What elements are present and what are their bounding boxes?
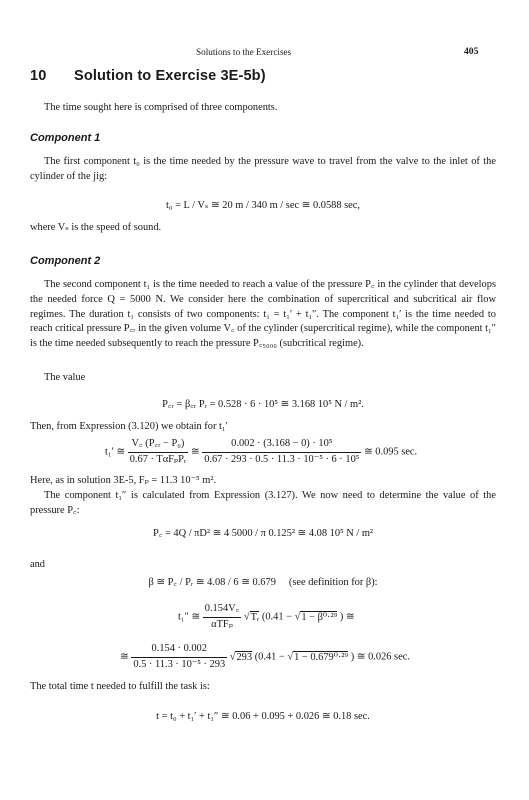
- eq-t1pp-sqrt: Tᵣ: [250, 611, 260, 623]
- component2-paragraph-2: The component t₁″ is calculated from Expression (3.127). We now need to determine the value of the pressure P꜀:: [30, 490, 496, 516]
- then-paragraph: Then, from Expression (3.120) we obtain for t₁′: [30, 421, 228, 432]
- eq-t1p-mid: ≅: [190, 446, 200, 458]
- eq-t1p-rhs: ≅ 0.095 sec.: [364, 446, 418, 458]
- eq-t1pp2-inner-sqrt: 1 − 0.679⁰·²⁹: [294, 651, 349, 663]
- eq-t1pp-paren-open: (0.41 −: [261, 611, 293, 623]
- eq-t1p-f1-denominator: 0.67 · TαFₚPᵣ: [129, 453, 187, 465]
- eq-t1pp2-paren-open: (0.41 −: [254, 651, 285, 663]
- component1-paragraph: The first component t₀ is the time needed by the pressure wave to travel from the valve to the inlet of the cylinder of the jig:: [30, 156, 496, 182]
- eq-t1p-lhs: t₁′ ≅: [105, 446, 126, 458]
- here-paragraph: Here, as in solution 3E-5, Fₚ = 11.3 10⁻⁵ m².: [30, 475, 217, 486]
- component1-where: where Vₛ is the speed of sound.: [30, 222, 162, 233]
- component2-paragraph-1: The second component t₁ is the time needed to reach a value of the pressure P꜀ in the cylinder that develops the needed force Q = 5000 N. We consider here the combination of supercritical and subcritical air flow regimes. The duration t₁ consists of two components: t₁ = t₁′ + t₁″. The component t₁′ is the time needed to reach critical pressure P꜀ᵣ in the given volume V꜀ of the cylinder (supercritical regime), while the component t₁″ is the time needed subsequently to reach the pressure P꜀₅₀₀₀ (subcritical regime).: [30, 279, 496, 350]
- equation-t1-double-prime: t₁″ ≅ $\frac{0.154V꜀}{\text{αTFₚ}}$ √Tᵣ (0.41 − √1 − β⁰·²⁹ ) ≅: [178, 602, 355, 633]
- eq-t1pp2-denominator: 0.5 · 11.3 · 10⁻⁵ · 293: [133, 658, 226, 670]
- chapter-heading: [30, 66, 266, 87]
- equation-beta: β ≅ P꜀ / Pᵣ ≅ 4.08 / 6 ≅ 0.679 (see definition for β):: [148, 577, 378, 588]
- chapter-number: 10: [30, 68, 47, 84]
- running-title: Solutions to the Exercises: [196, 47, 292, 57]
- page-number: 405: [464, 46, 479, 57]
- eq-t1pp-lhs: t₁″ ≅: [178, 611, 201, 623]
- eq-t1pp2-sqrt: 293: [236, 651, 253, 663]
- eq-t1p-fraction-2: [202, 437, 361, 468]
- equation-pc: P꜀ = 4Q / πD² ≅ 4 5000 / π 0.125² ≅ 4.08 10⁵ N / m²: [152, 528, 374, 539]
- eq-t1p-fraction-1: [128, 437, 189, 468]
- equation-t1-double-prime-numeric: ≅ $\frac{0.154 \cdot 0.002}{\text{0.5 · 11.3 · 10⁻⁵ · 293}}$ √293 (0.41 − √1 − 0.679⁰·²⁹ ) ≅ 0.026 sec.: [120, 642, 410, 673]
- eq-t1pp-inner-sqrt: 1 − β⁰·²⁹: [301, 611, 338, 623]
- component1-heading: Component 1: [30, 132, 101, 144]
- component2-heading: Component 2: [30, 255, 101, 267]
- value-label: The value: [44, 372, 86, 383]
- equation-t0: t₀ = L / Vₛ ≅ 20 m / 340 m / sec ≅ 0.0588 sec,: [165, 200, 361, 211]
- eq-t1pp2-close: ) ≅ 0.026 sec.: [350, 651, 410, 663]
- eq-t1pp-numerator: 0.154V꜀: [203, 602, 241, 618]
- equation-pcr: P꜀ᵣ = β꜀ᵣ Pᵣ = 0.528 · 6 · 10⁵ ≅ 3.168 10⁵ N / m².: [162, 399, 364, 410]
- eq-t1pp2-lead: ≅: [120, 651, 129, 663]
- eq-t1pp-fraction: [203, 602, 241, 633]
- and-label: and: [30, 559, 46, 570]
- chapter-title: Solution to Exercise 3E-5b): [74, 68, 266, 84]
- eq-t1pp2-fraction: [131, 642, 227, 673]
- intro-paragraph: The time sought here is comprised of three components.: [44, 102, 278, 113]
- eq-t1pp-close: ) ≅: [339, 611, 355, 623]
- eq-t1pp-denominator: αTFₚ: [211, 618, 233, 630]
- eq-t1p-f2-denominator: 0.67 · 293 · 0.5 · 11.3 · 10⁻⁵ · 6 · 10⁵: [204, 453, 360, 465]
- eq-t1pp2-numerator: 0.154 · 0.002: [131, 642, 227, 658]
- equation-t1-prime: [105, 437, 417, 468]
- eq-t1p-f1-numerator: V꜀ (P꜀ᵣ − P₀): [128, 437, 189, 453]
- total-paragraph: The total time t needed to fulfill the task is:: [30, 681, 210, 692]
- equation-total: t = t₀ + t₁′ + t₁″ ≅ 0.06 + 0.095 + 0.026 ≅ 0.18 sec.: [156, 711, 370, 722]
- eq-t1p-f2-numerator: 0.002 · (3.168 − 0) · 10⁵: [202, 437, 361, 453]
